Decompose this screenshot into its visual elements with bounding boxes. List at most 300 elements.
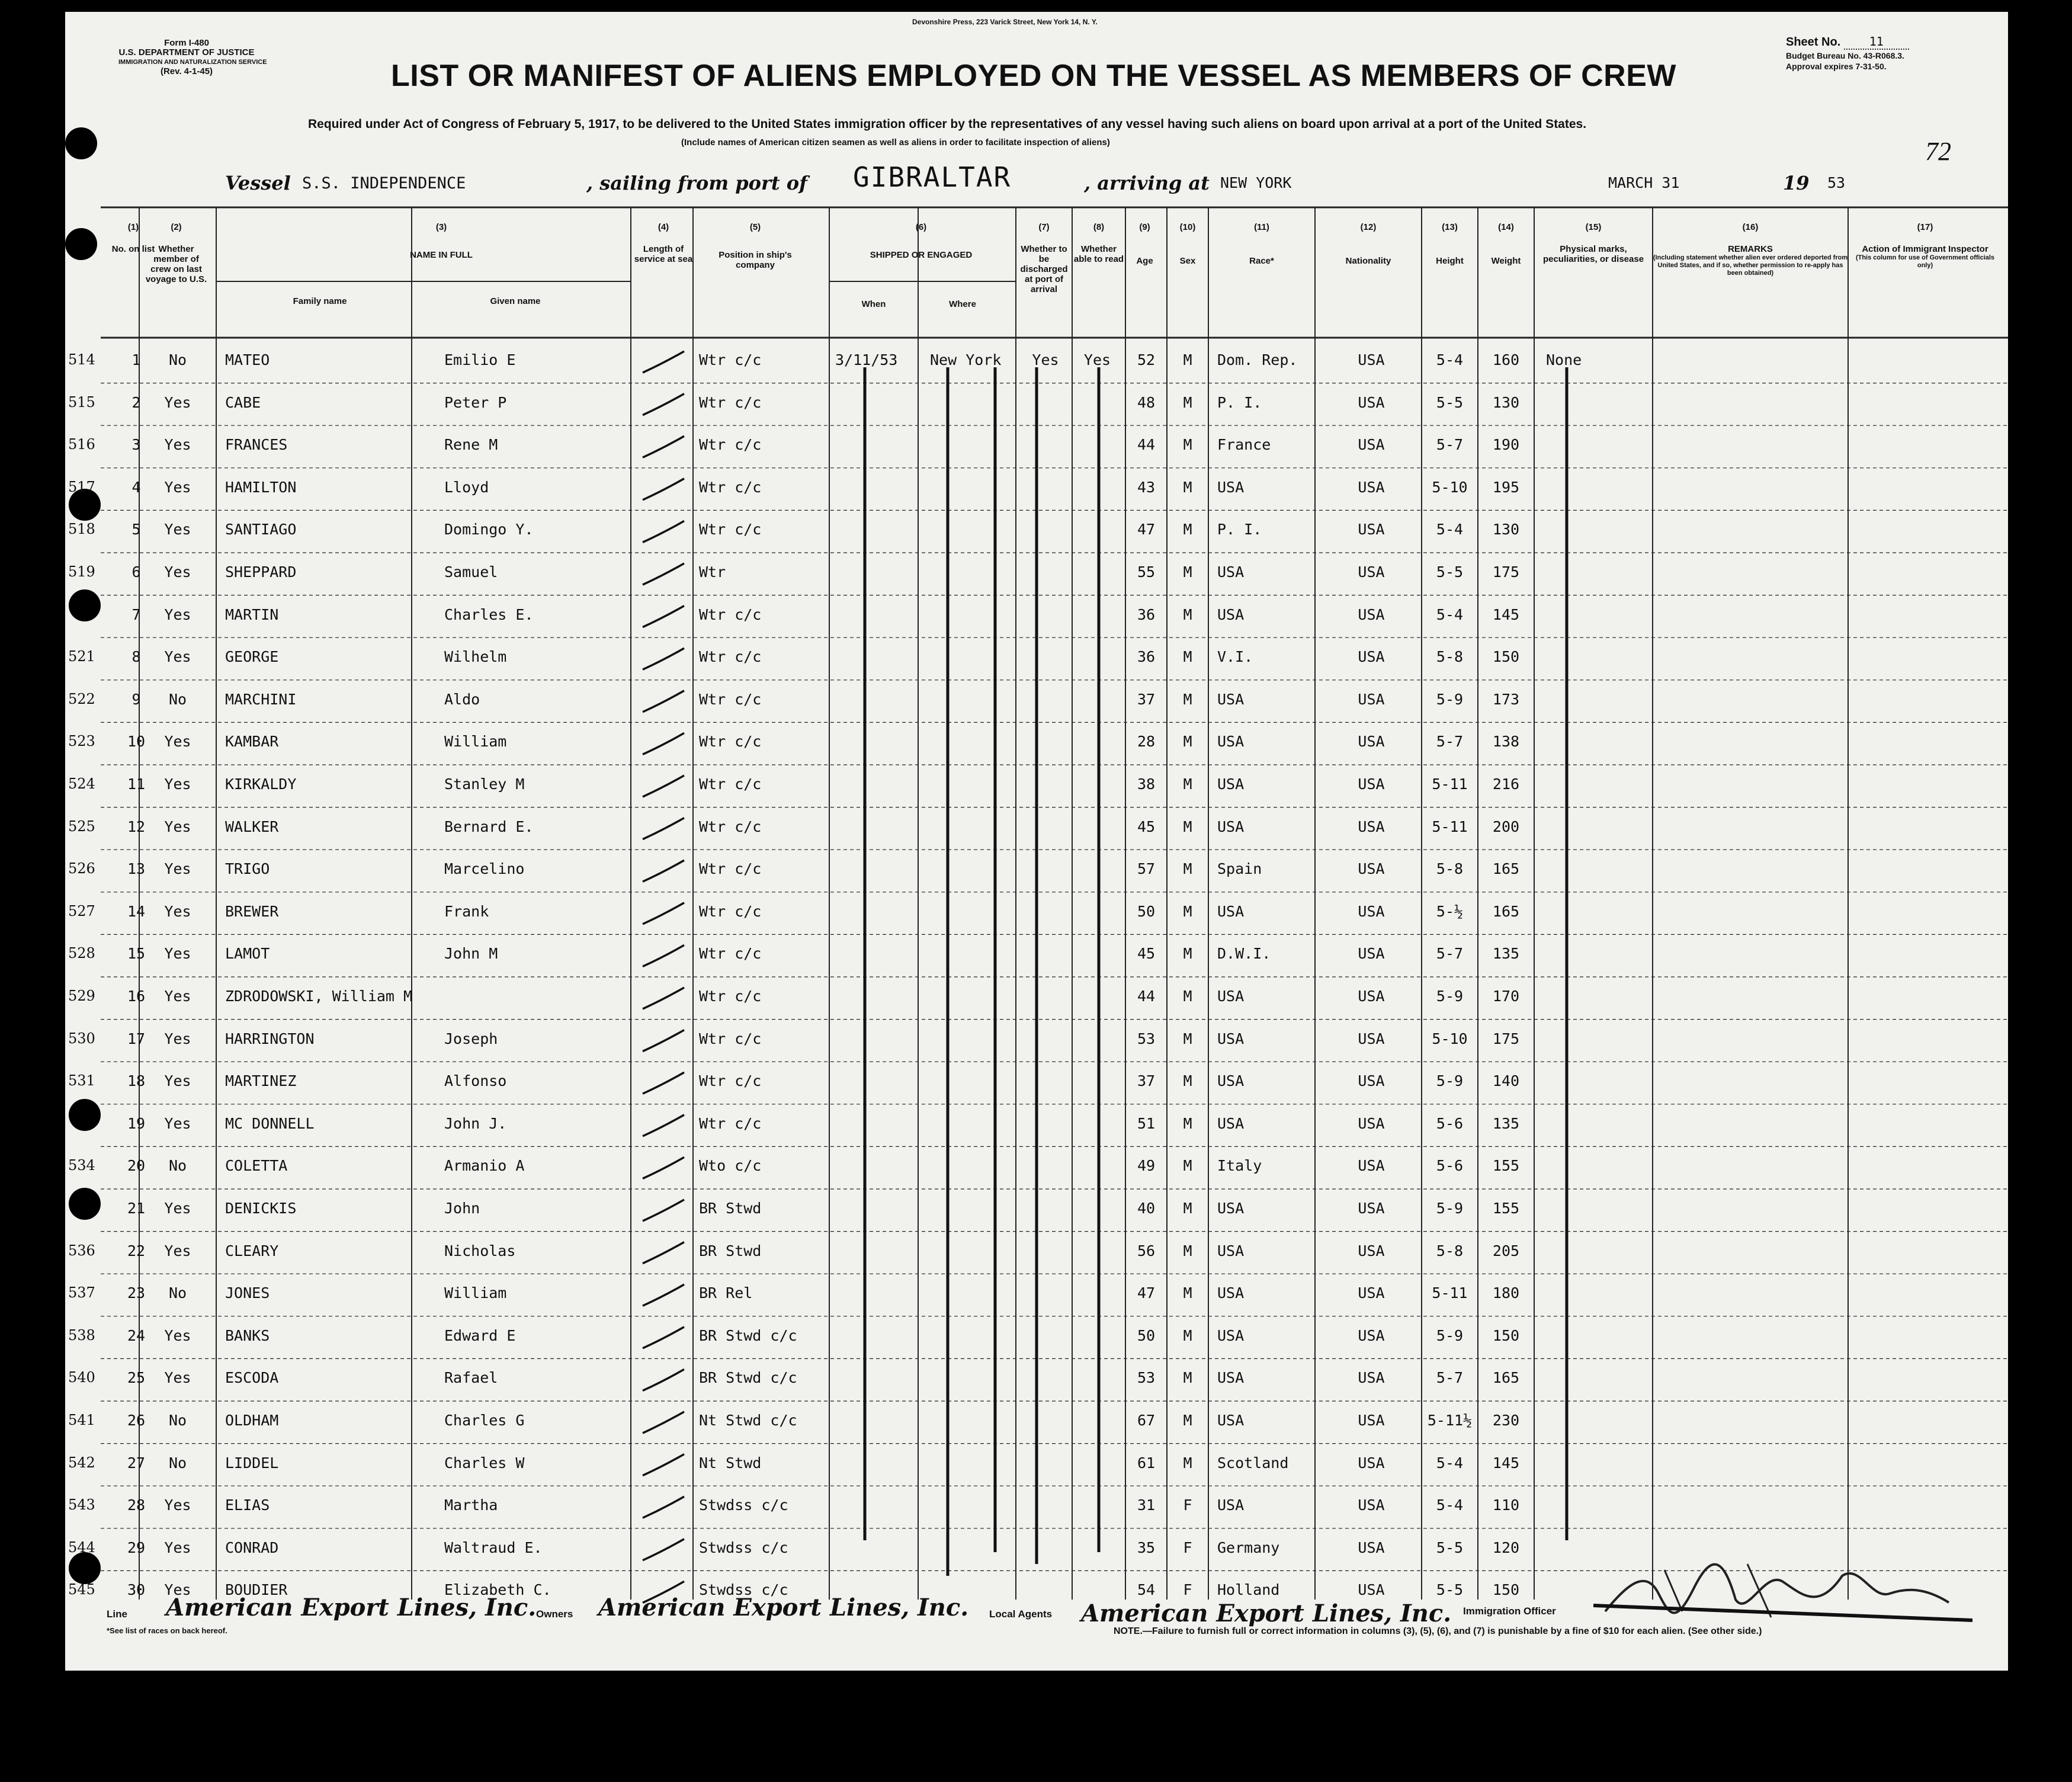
table-row [65,977,2008,1019]
given-name-cell: Elizabeth C. [444,1581,551,1599]
race-cell: USA [1217,775,1245,793]
height-cell: 5-4 [1436,1496,1464,1514]
ref-cell: 525 [68,818,95,835]
list-number-cell: 9 [131,690,141,708]
position-cell: Wtr c/c [699,988,762,1005]
col-2-number: (2) [171,222,182,232]
table-row [65,637,2008,680]
year-label: 19 [1783,172,1810,194]
age-cell: 50 [1137,902,1156,920]
last-voyage-cell: Yes [164,1539,191,1556]
given-name-cell: Lloyd [444,478,489,496]
position-cell: Wtr c/c [699,1114,762,1132]
list-number-cell: 25 [127,1369,146,1387]
height-cell: 5-5 [1436,393,1464,411]
family-name-cell: MC DONNELL [225,1114,315,1132]
race-cell: P. I. [1217,521,1262,539]
col-11-label: Race* [1249,256,1274,266]
sex-cell: M [1183,1284,1192,1302]
table-row [65,1020,2008,1062]
table-row [65,1146,2008,1188]
family-name-cell: BANKS [225,1326,270,1344]
list-number-cell: 6 [131,563,141,581]
race-cell: USA [1217,690,1245,708]
sex-cell: M [1183,1326,1192,1344]
ref-cell: 514 [68,351,95,368]
last-voyage-cell: Yes [164,988,191,1005]
department: U.S. DEPARTMENT OF JUSTICE [118,47,255,57]
age-cell: 53 [1137,1369,1156,1387]
weight-cell: 155 [1492,1200,1520,1217]
race-cell: USA [1217,1030,1245,1047]
col-15-label: Physical marks, peculiarities, or disease [1542,244,1644,264]
table-row [65,807,2008,850]
col-13-label: Height [1436,256,1464,266]
race-cell: USA [1217,988,1245,1005]
race-cell: USA [1217,478,1245,496]
race-cell: USA [1217,1326,1245,1344]
sex-cell: M [1183,733,1192,751]
col-3-label: NAME IN FULL [410,250,473,260]
height-cell: 5-6 [1436,1157,1464,1175]
race-cell: USA [1217,563,1245,581]
sex-cell: M [1183,1454,1192,1472]
last-voyage-cell: Yes [164,1326,191,1344]
col-16-number: (16) [1742,222,1759,232]
col-6-label: SHIPPED OR ENGAGED [870,250,973,260]
given-name-cell: Emilio E [444,351,516,368]
ref-cell: 540 [68,1369,95,1386]
position-cell: Wtr c/c [699,648,762,666]
family-name-cell: ESCODA [225,1369,279,1387]
height-cell: 5-7 [1436,733,1464,751]
footer-agents-value: American Export Lines, Inc. [1081,1600,1452,1627]
age-cell: 28 [1137,733,1156,751]
can-read-cell: Yes [1083,351,1111,368]
penalty-note: NOTE.—Failure to furnish full or correct information in columns (3), (5), (6), and (7) is punishable by a fine of $10 for each alien. (See other side.) [1114,1626,1762,1636]
list-number-cell: 10 [127,733,146,751]
weight-cell: 230 [1492,1412,1520,1429]
sex-cell: M [1183,1072,1192,1090]
ref-cell: 545 [68,1581,95,1598]
age-cell: 48 [1137,393,1156,411]
service: IMMIGRATION AND NATURALIZATION SERVICE [118,59,267,66]
weight-cell: 165 [1492,902,1520,920]
race-cell: USA [1217,605,1245,623]
nationality-cell: USA [1358,818,1385,835]
table-row [65,1316,2008,1358]
nationality-cell: USA [1358,563,1385,581]
nationality-cell: USA [1358,1412,1385,1429]
age-cell: 44 [1137,436,1156,454]
height-cell: 5-11 [1432,775,1468,793]
position-cell: Wtr c/c [699,521,762,539]
col-1-label: No. on list [111,244,155,254]
physical-marks-cell: None [1546,351,1582,368]
height-cell: 5-9 [1436,1200,1464,1217]
age-cell: 57 [1137,860,1156,878]
table-row [65,934,2008,976]
col-5-label: Position in ship's company [719,250,792,270]
height-cell: 5-5 [1436,1539,1464,1556]
last-voyage-cell: Yes [164,945,191,963]
position-cell: Wtr c/c [699,690,762,708]
family-name-cell: MATEO [225,351,270,368]
age-cell: 52 [1137,351,1156,368]
table-row [65,1189,2008,1231]
race-cell: USA [1217,818,1245,835]
list-number-cell: 27 [127,1454,146,1472]
nationality-cell: USA [1358,605,1385,623]
last-voyage-cell: Yes [164,563,191,581]
race-cell: USA [1217,902,1245,920]
ref-cell: 529 [68,988,95,1004]
ref-cell: 519 [68,563,95,580]
weight-cell: 140 [1492,1072,1520,1090]
table-row [65,680,2008,722]
table-row [65,1486,2008,1528]
race-cell: USA [1217,1200,1245,1217]
col-15-number: (15) [1585,222,1602,232]
position-cell: Wtr [699,563,726,581]
list-number-cell: 8 [131,648,141,666]
last-voyage-cell: Yes [164,1496,191,1514]
family-name-cell: HAMILTON [225,478,297,496]
nationality-cell: USA [1358,988,1385,1005]
col-6b-label: Where [949,299,976,309]
weight-cell: 216 [1492,775,1520,793]
position-cell: Wtr c/c [699,1030,762,1047]
family-name-cell: MARTIN [225,605,279,623]
ref-cell: 542 [68,1454,95,1471]
family-name-cell: SANTIAGO [225,521,297,539]
given-name-cell: Marcelino [444,860,525,878]
given-name-cell: Joseph [444,1030,498,1047]
race-cell: USA [1217,1242,1245,1259]
last-voyage-cell: Yes [164,1114,191,1132]
given-name-cell: Alfonso [444,1072,507,1090]
age-cell: 61 [1137,1454,1156,1472]
list-number-cell: 20 [127,1157,146,1175]
age-cell: 43 [1137,478,1156,496]
list-number-cell: 15 [127,945,146,963]
position-cell: Stwdss c/c [699,1496,788,1514]
sex-cell: M [1183,1114,1192,1132]
sex-cell: M [1183,563,1192,581]
given-name-cell: Wilhelm [444,648,507,666]
given-name-cell: Samuel [444,563,498,581]
family-name-cell: MARCHINI [225,690,297,708]
weight-cell: 173 [1492,690,1520,708]
table-row [65,1358,2008,1400]
position-cell: Stwdss c/c [699,1581,788,1599]
col-6a-label: When [861,299,886,309]
ref-cell: 518 [68,521,95,538]
height-cell: 5-4 [1436,605,1464,623]
revision: (Rev. 4-1-45) [160,66,213,76]
given-name-cell: Charles G [444,1412,525,1429]
last-voyage-cell: No [168,1454,187,1472]
position-cell: BR Stwd [699,1200,762,1217]
list-number-cell: 21 [127,1200,146,1217]
given-name-cell: Domingo Y. [444,521,534,539]
nationality-cell: USA [1358,478,1385,496]
list-number-cell: 5 [131,521,141,539]
last-voyage-cell: Yes [164,1030,191,1047]
family-name-cell: LAMOT [225,945,270,963]
family-name-cell: BREWER [225,902,279,920]
list-number-cell: 3 [131,436,141,454]
weight-cell: 120 [1492,1539,1520,1556]
printer-line: Devonshire Press, 223 Varick Street, New York 14, N. Y. [912,18,1098,26]
position-cell: Wtr c/c [699,733,762,751]
weight-cell: 190 [1492,436,1520,454]
sex-cell: M [1183,648,1192,666]
sex-cell: M [1183,478,1192,496]
last-voyage-cell: Yes [164,902,191,920]
list-number-cell: 22 [127,1242,146,1259]
position-cell: Wtr c/c [699,902,762,920]
list-number-cell: 14 [127,902,146,920]
family-name-cell: MARTINEZ [225,1072,297,1090]
age-cell: 47 [1137,1284,1156,1302]
nationality-cell: USA [1358,1369,1385,1387]
shipped-where-cell: New York [930,351,1002,368]
position-cell: BR Rel [699,1284,753,1302]
last-voyage-cell: Yes [164,521,191,539]
nationality-cell: USA [1358,1496,1385,1514]
weight-cell: 110 [1492,1496,1520,1514]
last-voyage-cell: Yes [164,775,191,793]
sex-cell: M [1183,690,1192,708]
nationality-cell: USA [1358,1242,1385,1259]
position-cell: Wtr c/c [699,436,762,454]
family-name-cell: TRIGO [225,860,270,878]
weight-cell: 135 [1492,1114,1520,1132]
age-cell: 55 [1137,563,1156,581]
footer-line-label: Line [107,1608,127,1620]
height-cell: 5-½ [1436,902,1464,920]
nationality-cell: USA [1358,1030,1385,1047]
table-row [65,383,2008,425]
race-cell: USA [1217,1114,1245,1132]
list-number-cell: 7 [131,605,141,623]
height-cell: 5-11 [1432,1284,1468,1302]
ref-cell: 517 [68,478,95,495]
list-number-cell: 11 [127,775,146,793]
given-name-cell: John M [444,945,498,963]
col-2-label: Whether member of crew on last voyage to U.S. [145,244,207,284]
last-voyage-cell: Yes [164,478,191,496]
ref-cell: 531 [68,1072,95,1089]
last-voyage-cell: No [168,351,187,368]
nationality-cell: USA [1358,1072,1385,1090]
weight-cell: 165 [1492,1369,1520,1387]
table-row [65,892,2008,934]
position-cell: Wtr c/c [699,1072,762,1090]
given-name-cell: Charles E. [444,605,534,623]
nationality-cell: USA [1358,436,1385,454]
weight-cell: 205 [1492,1242,1520,1259]
table-row [65,850,2008,892]
age-cell: 37 [1137,690,1156,708]
age-cell: 67 [1137,1412,1156,1429]
table-row [65,510,2008,552]
nationality-cell: USA [1358,393,1385,411]
given-name-cell: Charles W [444,1454,525,1472]
position-cell: Wtr c/c [699,478,762,496]
arriving-label: , arriving at [1084,172,1210,194]
list-number-cell: 13 [127,860,146,878]
col-3-number: (3) [435,222,447,232]
arrival-year: 53 [1827,174,1846,191]
race-cell: Holland [1217,1581,1280,1599]
last-voyage-cell: Yes [164,605,191,623]
age-cell: 44 [1137,988,1156,1005]
given-name-cell: Armanio A [444,1157,525,1175]
sex-cell: M [1183,605,1192,623]
given-name-cell: William [444,733,507,751]
race-cell: USA [1217,1072,1245,1090]
ref-cell: 521 [68,648,95,665]
race-cell: Scotland [1217,1454,1289,1472]
list-number-cell: 2 [131,393,141,411]
weight-cell: 195 [1492,478,1520,496]
sex-cell: M [1183,860,1192,878]
col-17-note: (This column for use of Government officials only) [1855,254,1995,269]
family-name-cell: KAMBAR [225,733,279,751]
footer-officer-label: Immigration Officer [1463,1605,1556,1617]
position-cell: Wtr c/c [699,393,762,411]
ref-cell: 537 [68,1284,95,1302]
race-cell: V.I. [1217,648,1253,666]
col-16-label: REMARKS [1728,244,1773,254]
given-name-cell: Aldo [444,690,480,708]
height-cell: 5-8 [1436,1242,1464,1259]
sheet-label: Sheet No. [1786,36,1841,49]
races-note: *See list of races on back hereof. [107,1626,227,1635]
nationality-cell: USA [1358,1114,1385,1132]
weight-cell: 135 [1492,945,1520,963]
last-voyage-cell: No [168,1284,187,1302]
sex-cell: M [1183,1030,1192,1047]
last-voyage-cell: No [168,1412,187,1429]
height-cell: 5-6 [1436,1114,1464,1132]
height-cell: 5-7 [1436,1369,1464,1387]
sex-cell: M [1183,1242,1192,1259]
position-cell: Nt Stwd [699,1454,762,1472]
nationality-cell: USA [1358,648,1385,666]
given-name-cell: William [444,1284,507,1302]
position-cell: Wtr c/c [699,860,762,878]
col-7-number: (7) [1038,222,1050,232]
nationality-cell: USA [1358,1539,1385,1556]
position-cell: Nt Stwd c/c [699,1412,797,1429]
family-name-cell: SHEPPARD [225,563,297,581]
race-cell: France [1217,436,1271,454]
nationality-cell: USA [1358,1157,1385,1175]
col-10-label: Sex [1179,256,1196,266]
sex-cell: M [1183,1157,1192,1175]
col-10-number: (10) [1179,222,1196,232]
height-cell: 5-9 [1436,690,1464,708]
height-cell: 5-4 [1436,351,1464,368]
age-cell: 50 [1137,1326,1156,1344]
col-5-number: (5) [749,222,761,232]
ref-cell: 527 [68,902,95,919]
height-cell: 5-7 [1436,436,1464,454]
last-voyage-cell: Yes [164,393,191,411]
table-row [65,1444,2008,1486]
nationality-cell: USA [1358,860,1385,878]
last-voyage-cell: No [168,690,187,708]
last-voyage-cell: Yes [164,436,191,454]
last-voyage-cell: Yes [164,860,191,878]
ref-cell: 524 [68,775,95,792]
table-row [65,425,2008,467]
list-number-cell: 29 [127,1539,146,1556]
arrival-date: MARCH 31 [1608,174,1680,191]
col-12-number: (12) [1360,222,1377,232]
ref-cell: 536 [68,1242,95,1259]
table-row [65,468,2008,510]
sex-cell: M [1183,988,1192,1005]
table-row [65,1232,2008,1274]
age-cell: 36 [1137,605,1156,623]
position-cell: Stwdss c/c [699,1539,788,1556]
given-name-cell: Bernard E. [444,818,534,835]
race-cell: USA [1217,1496,1245,1514]
height-cell: 5-11 [1432,818,1468,835]
race-cell: USA [1217,1369,1245,1387]
given-name-cell: Waltraud E. [444,1539,543,1556]
col-13-number: (13) [1442,222,1458,232]
weight-cell: 175 [1492,1030,1520,1047]
sex-cell: M [1183,436,1192,454]
age-cell: 53 [1137,1030,1156,1047]
family-name-cell: FRANCES [225,436,288,454]
col-17-number: (17) [1917,222,1933,232]
age-cell: 49 [1137,1157,1156,1175]
weight-cell: 130 [1492,393,1520,411]
nationality-cell: USA [1358,1284,1385,1302]
col-17-label: Action of Immigrant Inspector [1862,244,1988,254]
sex-cell: F [1183,1496,1192,1514]
shipped-when-cell: 3/11/53 [835,351,898,368]
age-cell: 45 [1137,945,1156,963]
weight-cell: 155 [1492,1157,1520,1175]
given-name-cell: Nicholas [444,1242,516,1259]
family-name-cell: ZDRODOWSKI, William M [225,988,413,1005]
sheet-number: 11 [1844,34,1909,50]
list-number-cell: 24 [127,1326,146,1344]
age-cell: 31 [1137,1496,1156,1514]
weight-cell: 150 [1492,1326,1520,1344]
table-row [65,1062,2008,1104]
list-number-cell: 23 [127,1284,146,1302]
table-row [65,765,2008,807]
race-cell: Germany [1217,1539,1280,1556]
height-cell: 5-5 [1436,563,1464,581]
given-name-cell: Stanley M [444,775,525,793]
height-cell: 5-5 [1436,1581,1464,1599]
weight-cell: 170 [1492,988,1520,1005]
sex-cell: M [1183,351,1192,368]
subtitle: Required under Act of Congress of February 5, 1917, to be delivered to the United States immigration officer by the representatives of any vessel having such aliens on board upon arrival at a port of the United States. [308,117,1587,131]
weight-cell: 165 [1492,860,1520,878]
nationality-cell: USA [1358,733,1385,751]
family-name-cell: KIRKALDY [225,775,297,793]
